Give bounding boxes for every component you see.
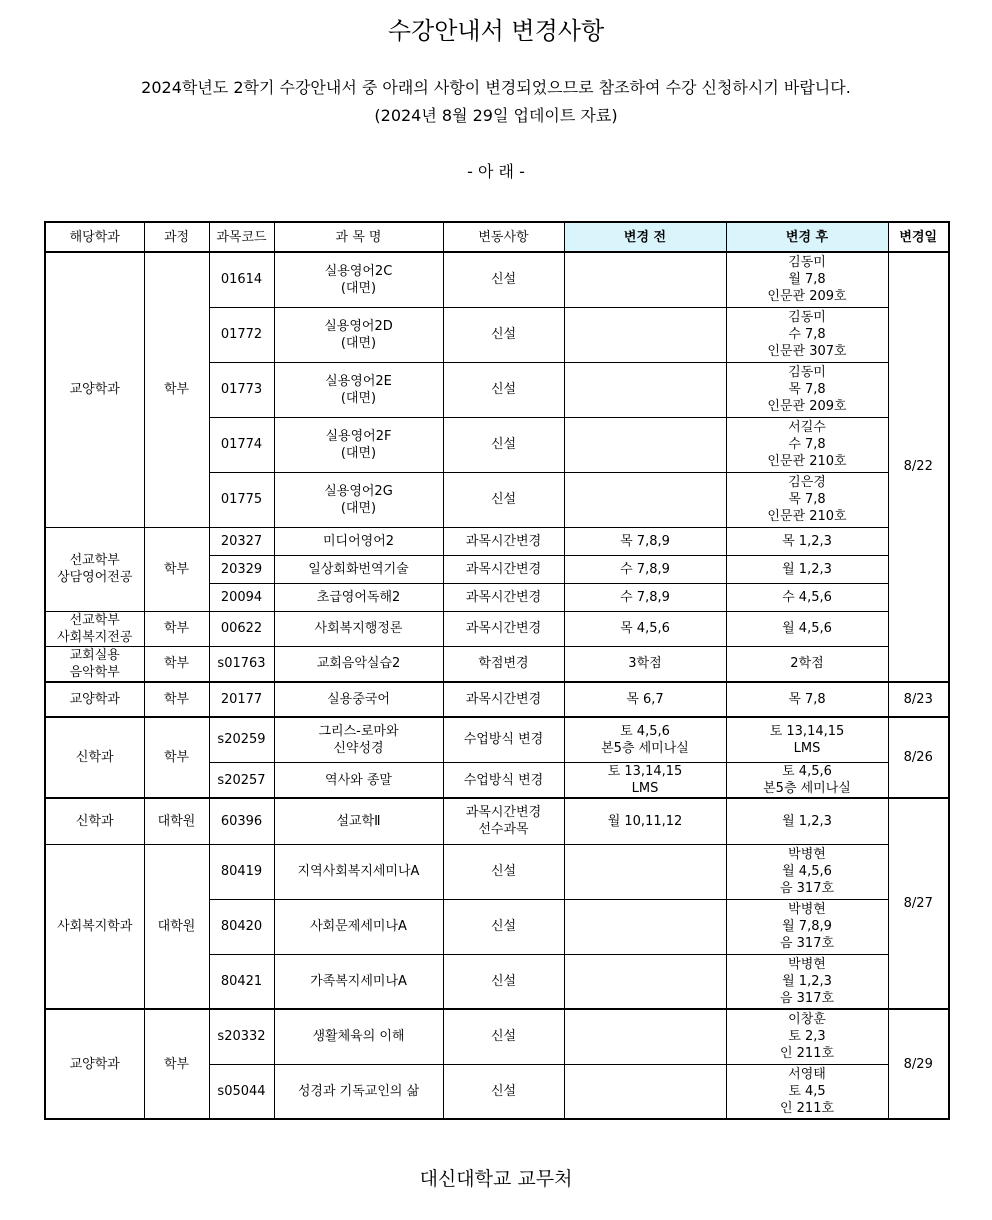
change-cell: 신설 <box>443 417 564 472</box>
name-cell: 사회복지행정론 <box>274 611 443 646</box>
after-line: 서길수 <box>788 420 826 435</box>
after-line: 인문관 210호 <box>767 454 847 469</box>
before-cell <box>564 763 726 799</box>
course-type-cell: 학부 <box>144 527 209 611</box>
after-line: 이창훈 <box>788 1012 826 1028</box>
dept-line: 교회실용 <box>69 647 120 663</box>
code-cell: s05044 <box>209 1064 274 1119</box>
before-cell <box>564 954 726 1009</box>
code-cell: 01774 <box>209 417 274 472</box>
before-cell: 월 10,11,12 <box>564 798 726 844</box>
after-line: 박병현 <box>788 956 826 972</box>
intro-line-2: (2024년 8월 29일 업데이트 자료) <box>374 106 618 125</box>
table-row <box>45 717 949 763</box>
date-cell: 8/27 <box>888 798 949 1009</box>
code-cell: 80420 <box>209 899 274 954</box>
after-cell <box>726 472 888 527</box>
change-cell: 신설 <box>443 1064 564 1119</box>
change-cell: 과목시간변경 <box>443 583 564 611</box>
change-cell: 신설 <box>443 899 564 954</box>
name-line: (대면) <box>340 335 377 351</box>
after-line: 서영태 <box>788 1066 826 1082</box>
change-cell: 과목시간변경 <box>443 682 564 717</box>
after-line: 김동미 <box>788 365 826 380</box>
code-cell: s20332 <box>209 1009 274 1064</box>
before-cell <box>564 844 726 899</box>
after-line: 음 317호 <box>779 990 835 1006</box>
code-cell: 01772 <box>209 307 274 362</box>
name-cell: 일상회화번역기술 <box>274 555 443 583</box>
dept-cell <box>45 611 144 646</box>
date-cell: 8/29 <box>888 1009 949 1119</box>
name-cell: 가족복지세미나A <box>274 954 443 1009</box>
after-line: 목 7,8 <box>788 382 826 397</box>
after-line: 월 4,5,6 <box>782 864 832 879</box>
footer-issuer: 대신대학교 교무처 <box>419 1168 573 1190</box>
table-row <box>45 527 949 555</box>
change-cell: 신설 <box>443 362 564 417</box>
after-line: 월 1,2,3 <box>782 973 832 989</box>
change-line: 과목시간변경 <box>465 805 542 821</box>
dept-line: 선교학부 <box>69 553 120 568</box>
after-line: 수 7,8 <box>788 327 826 342</box>
code-cell: 60396 <box>209 798 274 844</box>
code-cell: 80421 <box>209 954 274 1009</box>
course-type-cell: 학부 <box>144 717 209 799</box>
name-line: (대면) <box>340 390 377 406</box>
name-cell <box>274 252 443 307</box>
name-cell <box>274 472 443 527</box>
dept-cell: 신학과 <box>45 798 144 844</box>
code-cell: 01775 <box>209 472 274 527</box>
name-cell: 지역사회복지세미나A <box>274 844 443 899</box>
name-cell: 미디어영어2 <box>274 527 443 555</box>
before-cell: 3학점 <box>564 646 726 682</box>
dept-cell <box>45 646 144 682</box>
change-cell <box>443 798 564 844</box>
header-dept: 해당학과 <box>45 222 144 252</box>
after-line: 김은경 <box>788 475 826 490</box>
before-cell: 목 4,5,6 <box>564 611 726 646</box>
after-line: 음 317호 <box>779 936 835 951</box>
before-cell: 수 7,8,9 <box>564 555 726 583</box>
code-cell: 00622 <box>209 611 274 646</box>
dept-line: 사회복지전공 <box>57 629 133 645</box>
change-cell: 수업방식 변경 <box>443 763 564 799</box>
after-cell: 2학점 <box>726 646 888 682</box>
table-header-row <box>45 222 949 252</box>
after-line: 박병현 <box>788 902 826 917</box>
after-cell: 월 1,2,3 <box>726 555 888 583</box>
after-line: 월 7,8,9 <box>782 919 832 934</box>
name-cell <box>274 417 443 472</box>
header-after: 변경 후 <box>726 222 888 252</box>
date-cell: 8/26 <box>888 717 949 799</box>
dept-cell: 교양학과 <box>45 682 144 717</box>
before-cell <box>564 472 726 527</box>
dept-cell: 교양학과 <box>45 1009 144 1119</box>
name-cell: 성경과 기독교인의 삶 <box>274 1064 443 1119</box>
change-cell: 과목시간변경 <box>443 527 564 555</box>
after-line: 박병현 <box>788 847 826 862</box>
code-cell: s01763 <box>209 646 274 682</box>
intro-text <box>0 74 992 130</box>
name-cell: 역사와 종말 <box>274 763 443 799</box>
after-line: 인문관 210호 <box>767 509 847 524</box>
course-type-cell: 학부 <box>144 1009 209 1119</box>
before-line: LMS <box>631 781 659 796</box>
before-line: 본5층 세미나실 <box>601 740 689 756</box>
after-line: 토 4,5,6 <box>782 764 832 779</box>
after-line: 인문관 209호 <box>767 289 847 305</box>
name-cell: 설교학Ⅱ <box>274 798 443 844</box>
code-cell: s20259 <box>209 717 274 763</box>
code-cell: 20329 <box>209 555 274 583</box>
after-line: 인문관 307호 <box>767 344 847 359</box>
code-cell: 01614 <box>209 252 274 307</box>
after-cell <box>726 252 888 307</box>
after-line: 목 7,8 <box>788 492 826 507</box>
change-line: 선수과목 <box>478 822 529 838</box>
change-cell: 신설 <box>443 1009 564 1064</box>
intro-line-1: 2024학년도 2학기 수강안내서 중 아래의 사항이 변경되었으므로 참조하여 수강 신청하시기 바랍니다. <box>141 78 851 97</box>
course-type-cell: 학부 <box>144 682 209 717</box>
after-cell <box>726 1064 888 1119</box>
header-before: 변경 전 <box>564 222 726 252</box>
after-cell: 수 4,5,6 <box>726 583 888 611</box>
changes-table <box>44 221 950 1120</box>
before-line: 토 4,5,6 <box>620 723 670 739</box>
before-cell <box>564 899 726 954</box>
name-line: 그리스-로마와 <box>318 723 399 739</box>
dept-line: 음악학부 <box>69 664 120 680</box>
dept-line: 상담영어전공 <box>57 570 133 585</box>
course-type-cell: 대학원 <box>144 844 209 1009</box>
after-line: LMS <box>793 740 821 756</box>
change-cell: 학점변경 <box>443 646 564 682</box>
name-line: 실용영어2F <box>325 428 392 444</box>
code-cell: 01773 <box>209 362 274 417</box>
name-cell <box>274 307 443 362</box>
code-cell: 80419 <box>209 844 274 899</box>
before-cell: 목 7,8,9 <box>564 527 726 555</box>
name-line: 신약성경 <box>333 740 384 756</box>
dept-cell: 교양학과 <box>45 252 144 527</box>
header-change-type: 변동사항 <box>443 222 564 252</box>
date-cell: 8/22 <box>888 252 949 682</box>
page-title: 수강안내서 변경사항 <box>387 17 605 45</box>
table-row <box>45 646 949 682</box>
name-cell: 초급영어독해2 <box>274 583 443 611</box>
change-cell: 신설 <box>443 472 564 527</box>
table-row <box>45 844 949 899</box>
after-line: 김동미 <box>788 255 826 271</box>
course-type-cell: 대학원 <box>144 798 209 844</box>
code-cell: s20257 <box>209 763 274 799</box>
after-cell: 목 1,2,3 <box>726 527 888 555</box>
before-cell: 수 7,8,9 <box>564 583 726 611</box>
change-cell: 과목시간변경 <box>443 611 564 646</box>
after-line: 토 4,5 <box>788 1083 826 1099</box>
below-label: - 아 래 - <box>467 162 525 181</box>
date-cell: 8/23 <box>888 682 949 717</box>
name-cell: 생활체육의 이해 <box>274 1009 443 1064</box>
name-cell: 사회문제세미나A <box>274 899 443 954</box>
after-cell <box>726 844 888 899</box>
dept-cell <box>45 527 144 611</box>
name-line: 실용영어2C <box>324 263 393 279</box>
after-cell <box>726 362 888 417</box>
after-cell <box>726 717 888 763</box>
after-line: 음 317호 <box>779 881 835 896</box>
name-line: (대면) <box>340 445 377 461</box>
after-line: 수 7,8 <box>788 437 826 452</box>
header-name: 과 목 명 <box>274 222 443 252</box>
change-cell: 신설 <box>443 307 564 362</box>
dept-cell: 사회복지학과 <box>45 844 144 1009</box>
after-cell <box>726 417 888 472</box>
table-row <box>45 798 949 844</box>
table-row <box>45 611 949 646</box>
before-cell <box>564 252 726 307</box>
header-date: 변경일 <box>888 222 949 252</box>
name-cell <box>274 717 443 763</box>
after-cell: 목 7,8 <box>726 682 888 717</box>
change-cell: 신설 <box>443 844 564 899</box>
before-cell <box>564 307 726 362</box>
header-code: 과목코드 <box>209 222 274 252</box>
change-cell: 신설 <box>443 954 564 1009</box>
course-type-cell: 학부 <box>144 252 209 527</box>
header-course-type: 과정 <box>144 222 209 252</box>
course-type-cell: 학부 <box>144 611 209 646</box>
name-cell: 실용중국어 <box>274 682 443 717</box>
after-line: 토 13,14,15 <box>769 723 845 739</box>
table-row <box>45 682 949 717</box>
before-cell <box>564 1064 726 1119</box>
table-row <box>45 1009 949 1064</box>
code-cell: 20094 <box>209 583 274 611</box>
before-cell <box>564 717 726 763</box>
after-line: 토 2,3 <box>788 1029 826 1045</box>
before-cell <box>564 1009 726 1064</box>
change-cell: 신설 <box>443 252 564 307</box>
after-line: 본5층 세미나실 <box>763 781 851 796</box>
name-line: 실용영어2D <box>324 318 393 334</box>
name-line: 실용영어2G <box>324 483 393 499</box>
after-cell <box>726 1009 888 1064</box>
name-cell <box>274 362 443 417</box>
after-line: 김동미 <box>788 310 826 325</box>
after-cell <box>726 307 888 362</box>
before-line: 토 13,14,15 <box>607 764 683 779</box>
after-line: 인문관 209호 <box>767 399 847 414</box>
dept-cell: 신학과 <box>45 717 144 799</box>
change-cell: 과목시간변경 <box>443 555 564 583</box>
before-cell <box>564 362 726 417</box>
before-cell <box>564 417 726 472</box>
after-cell <box>726 763 888 799</box>
after-cell <box>726 899 888 954</box>
after-line: 월 7,8 <box>788 272 826 288</box>
after-cell: 월 4,5,6 <box>726 611 888 646</box>
after-line: 인 211호 <box>779 1046 835 1062</box>
after-cell: 월 1,2,3 <box>726 798 888 844</box>
change-cell: 수업방식 변경 <box>443 717 564 763</box>
table-row <box>45 252 949 307</box>
dept-line: 선교학부 <box>69 612 120 628</box>
name-line: 실용영어2E <box>325 373 392 389</box>
code-cell: 20177 <box>209 682 274 717</box>
code-cell: 20327 <box>209 527 274 555</box>
after-line: 인 211호 <box>779 1100 835 1116</box>
name-line: (대면) <box>340 280 377 296</box>
name-line: (대면) <box>340 500 377 516</box>
before-cell: 목 6,7 <box>564 682 726 717</box>
after-cell <box>726 954 888 1009</box>
course-type-cell: 학부 <box>144 646 209 682</box>
name-cell: 교회음악실습2 <box>274 646 443 682</box>
